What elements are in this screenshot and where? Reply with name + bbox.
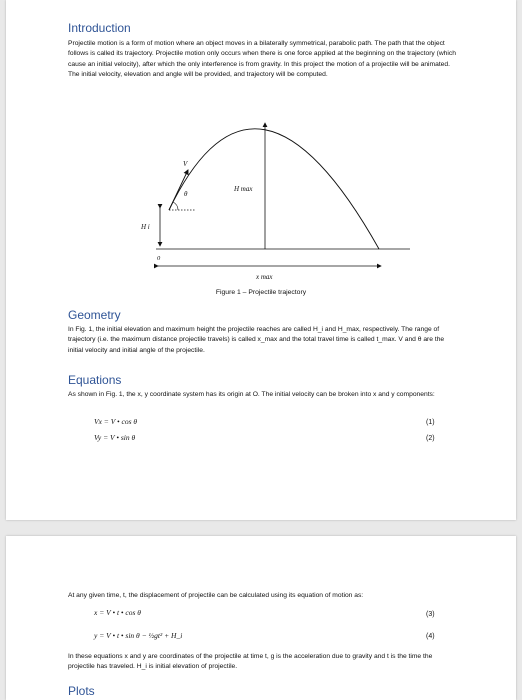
introduction-heading: Introduction <box>68 21 131 35</box>
plots-heading: Plots <box>68 684 95 698</box>
projectile-trajectory-figure <box>6 0 516 300</box>
displacement-intro-text: At any given time, t, the displacement of projectile can be calculated using its equation of motion as: <box>68 592 364 599</box>
h-max-label: H max <box>234 185 253 193</box>
equation-3: x = V • t • cos θ <box>94 608 141 617</box>
equation-4: y = V • t • sin θ − ½gt² + H_i <box>94 631 183 640</box>
equations-heading: Equations <box>68 373 122 387</box>
figure-caption: Figure 1 – Projectile trajectory <box>215 289 307 296</box>
equation-2-number: (2) <box>426 435 435 442</box>
equation-1-number: (1) <box>426 419 435 426</box>
document-page-1 <box>6 0 516 520</box>
theta-label: θ <box>184 190 188 198</box>
geometry-paragraph: In Fig. 1, the initial elevation and maximum height the projectile reaches are called H_i and H_max, respectively. The range of trajectory (i.e. the maximum distance projectile travels) is called x_max and the total travel time is called t_max. V and θ are the initial velocity and initial angle of the projectile. <box>68 326 445 354</box>
geometry-heading: Geometry <box>68 308 121 322</box>
angle-arc <box>173 202 178 210</box>
document-page-2 <box>6 536 516 700</box>
origin-label: 0 <box>157 255 161 262</box>
equation-4-number: (4) <box>426 633 435 640</box>
h-i-label: H i <box>141 223 150 231</box>
introduction-paragraph: Projectile motion is a form of motion where an object moves in a bilaterally symmetrical, parabolic path. The path that the object follows is called its trajectory. Projectile motion only occurs when there is one force applied at the beginning on the trajectory (which cause an initial velocity), after which the only interference is from gravity. In this project the motion of a projectile will be animated. The initial velocity, elevation and angle will be provided, and trajectory will be computed. <box>68 40 456 79</box>
velocity-label: V <box>183 160 188 168</box>
trajectory-curve <box>169 129 379 249</box>
equation-3-number: (3) <box>426 611 435 618</box>
equation-2: Vy = V • sin θ <box>94 433 136 442</box>
x-max-label: x max <box>256 273 273 281</box>
equations-paragraph: As shown in Fig. 1, the x, y coordinate system has its origin at O. The initial velocity can be broken into x and y components: <box>68 391 435 398</box>
equation-explanation-text: In these equations x and y are coordinates of the projectile at time t, g is the acceleration due to gravity and t is the time the projectile has traveled. H_i is initial elevation of projectile. <box>68 653 433 671</box>
equation-1: Vx = V • cos θ <box>94 417 138 426</box>
